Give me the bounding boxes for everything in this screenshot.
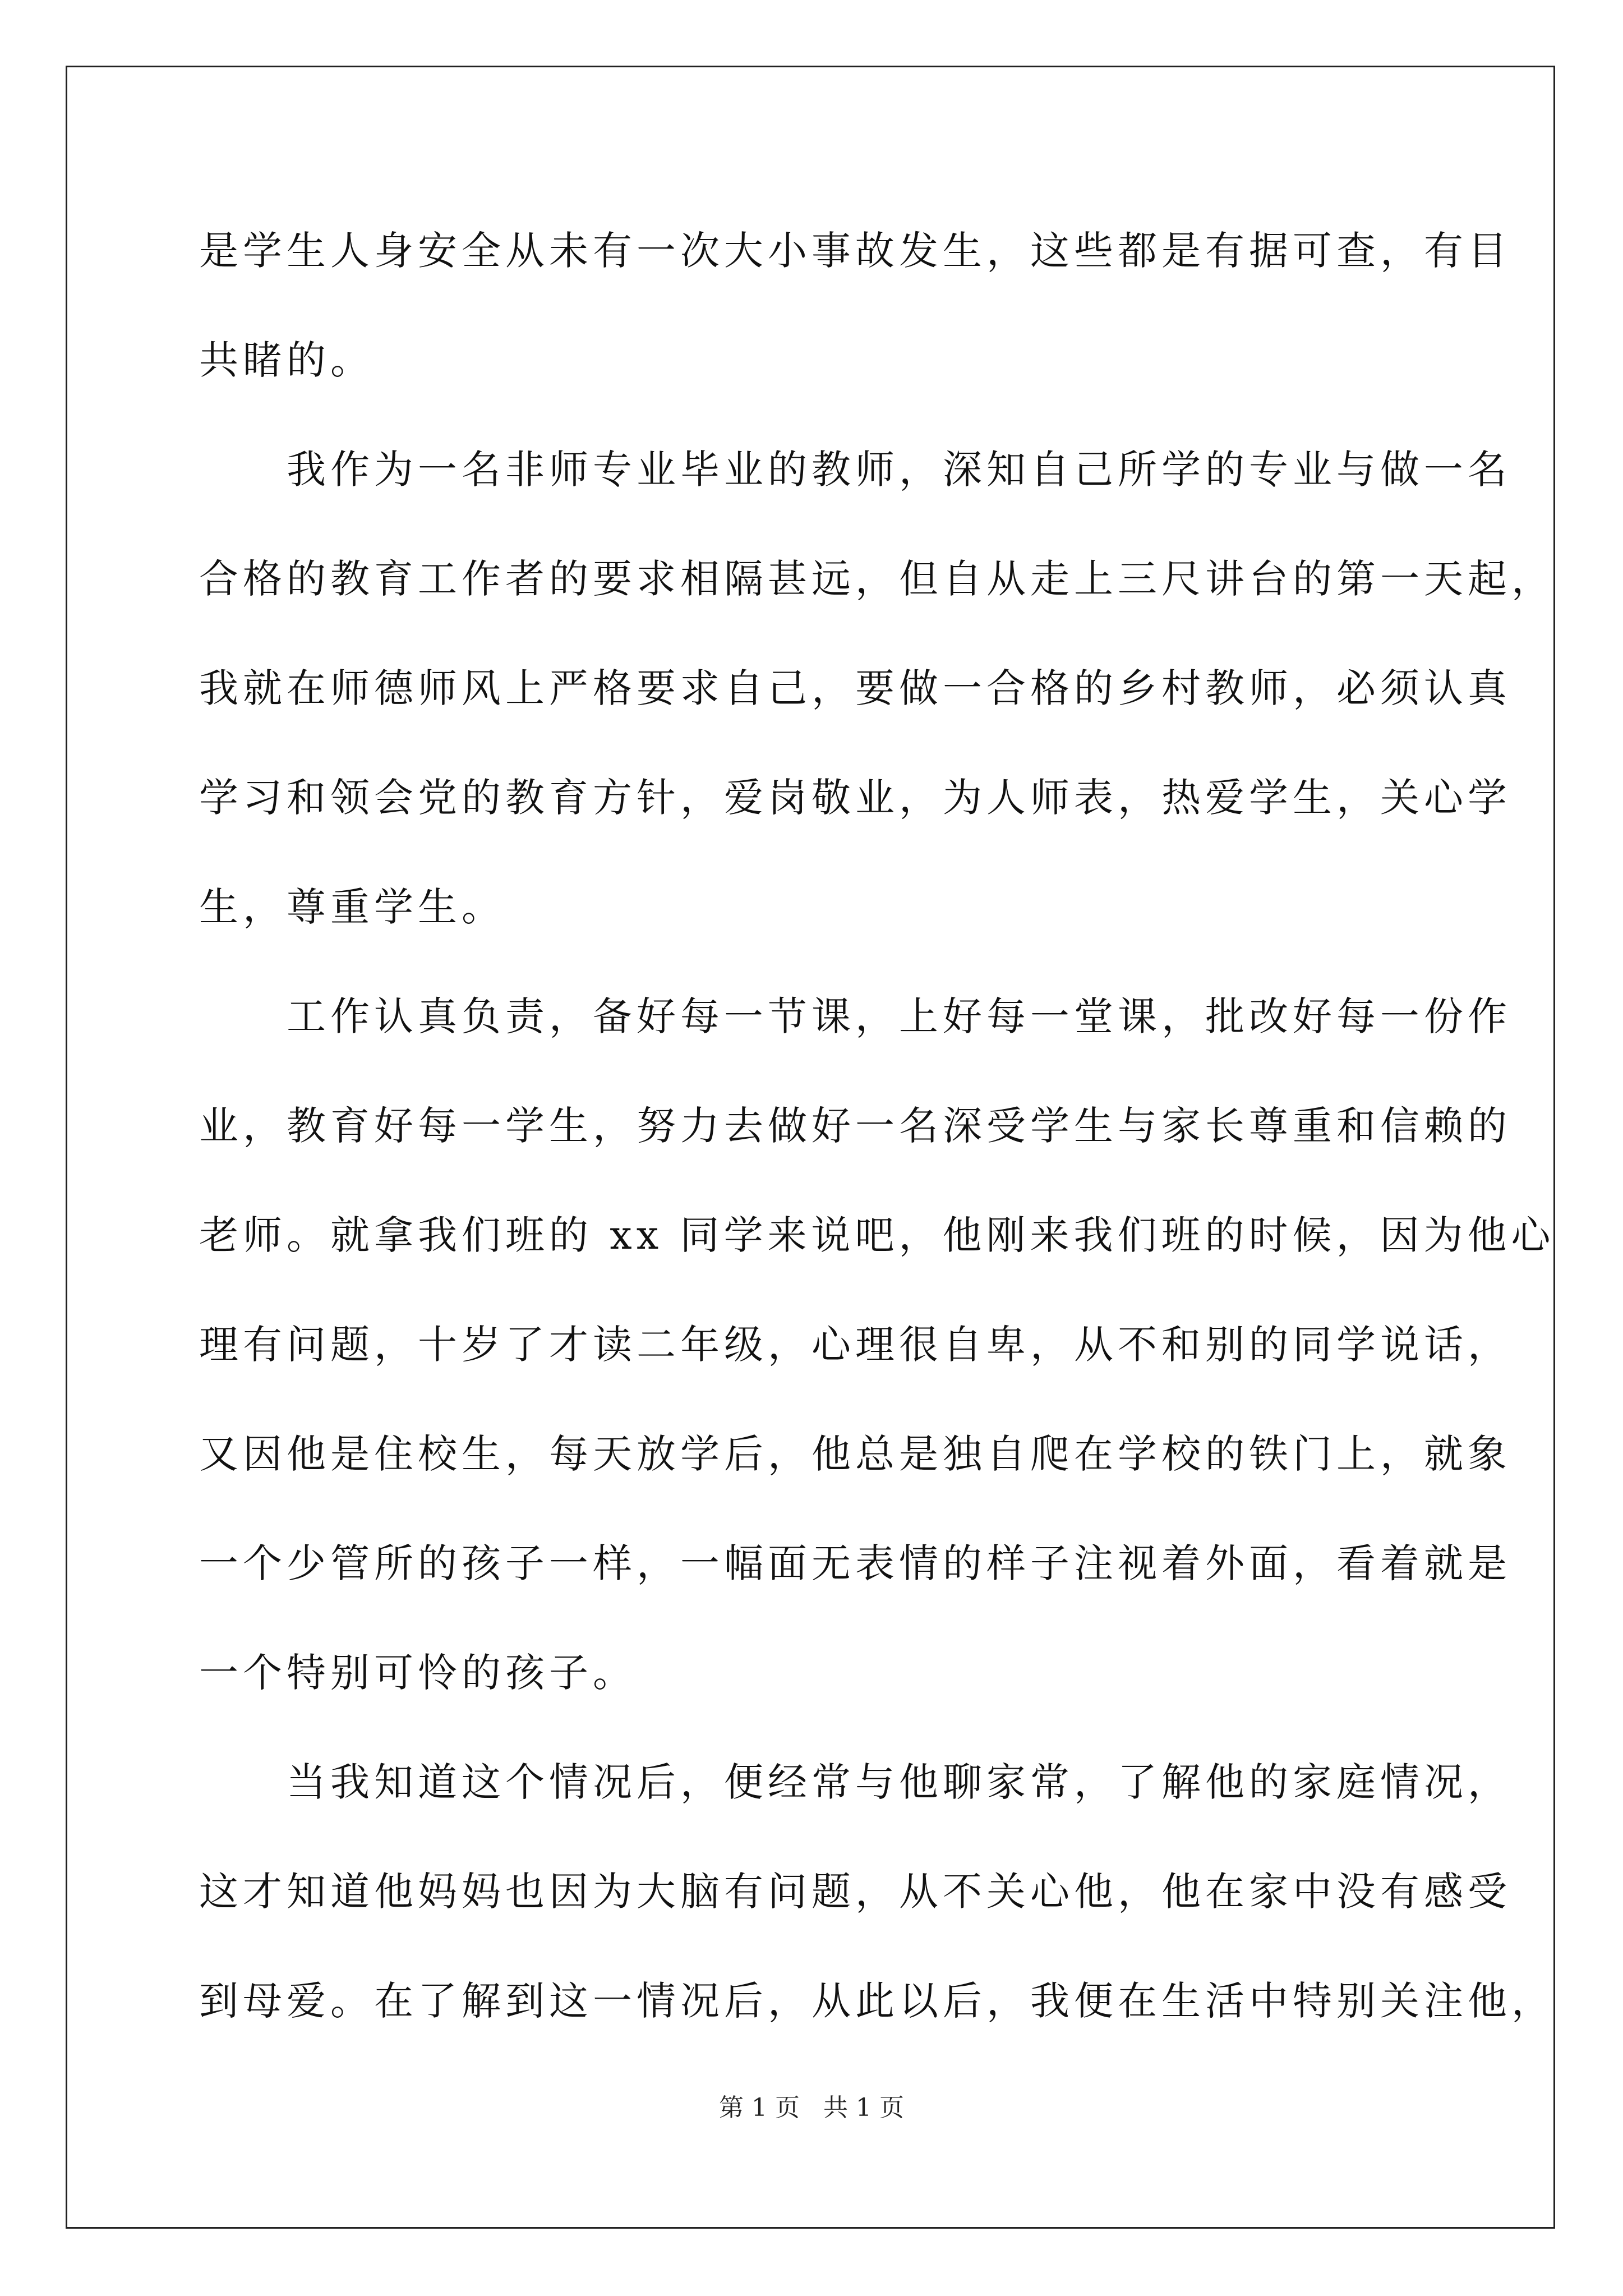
text-line: 理有问题，十岁了才读二年级，心理很自卑，从不和别的同学说话， bbox=[199, 1322, 1511, 1368]
text-line: 合格的教育工作者的要求相隔甚远，但自从走上三尺讲台的第一天起， bbox=[199, 556, 1555, 602]
text-line: 一个特别可怜的孩子。 bbox=[199, 1650, 637, 1696]
page-footer bbox=[0, 2091, 1623, 2125]
text-line: 生，尊重学生。 bbox=[199, 884, 505, 930]
page-number: 第 1 页 bbox=[719, 2093, 800, 2122]
text-line: 工作认真负责，备好每一节课，上好每一堂课，批改好每一份作 bbox=[199, 993, 1511, 1039]
text-line: 共睹的。 bbox=[199, 337, 374, 383]
text-line: 业，教育好每一学生，努力去做好一名深受学生与家长尊重和信赖的 bbox=[199, 1103, 1511, 1149]
text-line: 我就在师德师风上严格要求自己，要做一合格的乡村教师，必须认真 bbox=[199, 665, 1511, 711]
text-line: 当我知道这个情况后，便经常与他聊家常，了解他的家庭情况， bbox=[199, 1759, 1511, 1805]
page-total: 共 1 页 bbox=[823, 2093, 904, 2122]
text-line: 老师。就拿我们班的 xx 同学来说吧，他刚来我们班的时候，因为他心 bbox=[199, 1212, 1555, 1258]
text-line: 这才知道他妈妈也因为大脑有问题，从不关心他，他在家中没有感受 bbox=[199, 1869, 1511, 1915]
text-line: 是学生人身安全从未有一次大小事故发生，这些都是有据可查，有目 bbox=[199, 228, 1511, 274]
text-line: 一个少管所的孩子一样，一幅面无表情的样子注视着外面，看着就是 bbox=[199, 1540, 1511, 1586]
document-body bbox=[199, 217, 1555, 2077]
text-line: 我作为一名非师专业毕业的教师，深知自己所学的专业与做一名 bbox=[199, 447, 1511, 493]
text-line: 到母爱。在了解到这一情况后，从此以后，我便在生活中特别关注他， bbox=[199, 1978, 1555, 2024]
text-line: 又因他是住校生，每天放学后，他总是独自爬在学校的铁门上，就象 bbox=[199, 1431, 1511, 1477]
text-line: 学习和领会党的教育方针，爱岗敬业，为人师表，热爱学生，关心学 bbox=[199, 775, 1511, 821]
